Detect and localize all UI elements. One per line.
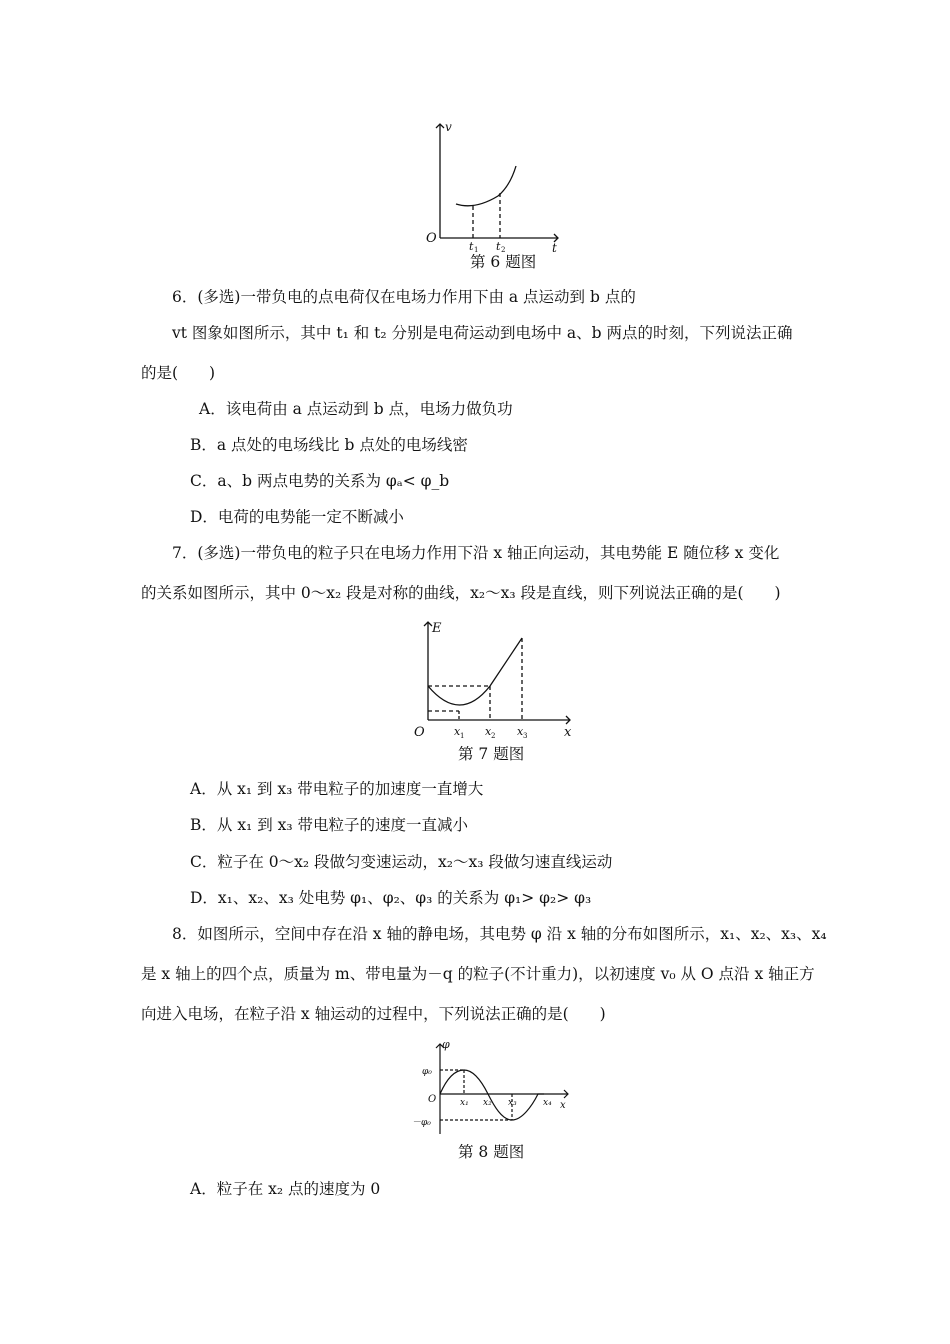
fig7-origin-label: O [414,725,425,740]
q6-option-c: C．a、b 两点电势的关系为 φₐ< φ_b [190,472,450,490]
fig7-x3-label: x [517,725,524,738]
fig7-x2-label: x [485,725,492,738]
fig6-t2-sub: 2 [501,246,506,253]
figure-7-energy-graph [410,616,580,744]
q6-option-d: D．电荷的电势能一定不断减小 [190,508,404,526]
q6-stem-line3: 的是( ) [141,364,216,382]
fig7-x1-sub: 1 [460,732,465,740]
fig8-origin-label: O [428,1094,437,1105]
figure-6-caption: 第 6 题图 [470,253,537,271]
fig6-velocity-curve [456,166,516,206]
fig8-x4-label: x₄ [543,1098,552,1108]
q6-option-a: A．该电荷由 a 点运动到 b 点，电场力做负功 [199,400,513,418]
fig6-origin-label: O [426,231,437,246]
fig6-t1-sub: 1 [474,246,479,253]
q7-option-d: D．x₁、x₂、x₃ 处电势 φ₁、φ₂、φ₃ 的关系为 φ₁> φ₂> φ₃ [190,889,592,907]
fig7-x1-label: x [454,725,461,738]
fig8-potential-curve [440,1070,544,1120]
fig8-x3-label: x₃ [508,1098,517,1108]
figure-7-caption: 第 7 题图 [458,745,525,763]
q8-stem-line1: 8．如图所示，空间中存在沿 x 轴的静电场，其电势 φ 沿 x 轴的分布如图所示，x₁、x₂、x₃、x₄ [172,925,827,943]
q7-option-c: C．粒子在 0～x₂ 段做匀变速运动，x₂～x₃ 段做匀速直线运动 [190,853,613,871]
fig8-x-label: x [560,1100,566,1111]
figure-6-vt-graph [420,118,570,253]
fig6-t1-label: t [469,240,474,253]
q8-stem-line2: 是 x 轴上的四个点，质量为 m、带电量为－q 的粒子(不计重力)，以初速度 v₀ 从 O 点沿 x 轴正方 [141,965,815,983]
fig8-neg-phi0-label: －φ₀ [412,1118,431,1128]
q6-option-b: B．a 点处的电场线比 b 点处的电场线密 [190,436,468,454]
fig7-x2-sub: 2 [491,732,496,740]
fig8-x2-label: x₂ [483,1098,492,1108]
q7-stem-line1: 7．(多选)一带负电的粒子只在电场力作用下沿 x 轴正向运动，其电势能 E 随位移 x 变化 [172,544,780,562]
figure-8-potential-graph [410,1038,575,1138]
fig8-phi-label: φ [442,1038,450,1051]
fig6-t-label: t [552,241,557,253]
q7-stem-line2: 的关系如图所示，其中 0～x₂ 段是对称的曲线，x₂～x₃ 段是直线，则下列说法正确的是( ) [141,584,781,602]
fig8-phi0-label: φ₀ [422,1067,432,1077]
fig7-energy-curve [428,686,490,705]
q6-stem-line2: vt 图象如图所示，其中 t₁ 和 t₂ 分别是电荷运动到电场中 a、b 两点的时刻，下列说法正确 [172,324,793,342]
q8-option-a: A．粒子在 x₂ 点的速度为 0 [190,1180,381,1198]
fig6-t2-label: t [496,240,501,253]
figure-8-caption: 第 8 题图 [458,1143,525,1161]
fig6-v-label: v [445,120,452,134]
fig7-energy-line [490,638,522,686]
q7-option-b: B．从 x₁ 到 x₃ 带电粒子的速度一直减小 [190,816,469,834]
fig7-x-label: x [564,725,572,740]
fig7-x3-sub: 3 [523,732,528,740]
fig8-x1-label: x₁ [460,1098,469,1108]
q6-stem-line1: 6．(多选)一带负电的点电荷仅在电场力作用下由 a 点运动到 b 点的 [172,288,636,306]
q8-stem-line3: 向进入电场，在粒子沿 x 轴运动的过程中，下列说法正确的是( ) [141,1005,606,1023]
fig7-e-label: E [432,621,442,636]
q7-option-a: A．从 x₁ 到 x₃ 带电粒子的加速度一直增大 [190,780,484,798]
